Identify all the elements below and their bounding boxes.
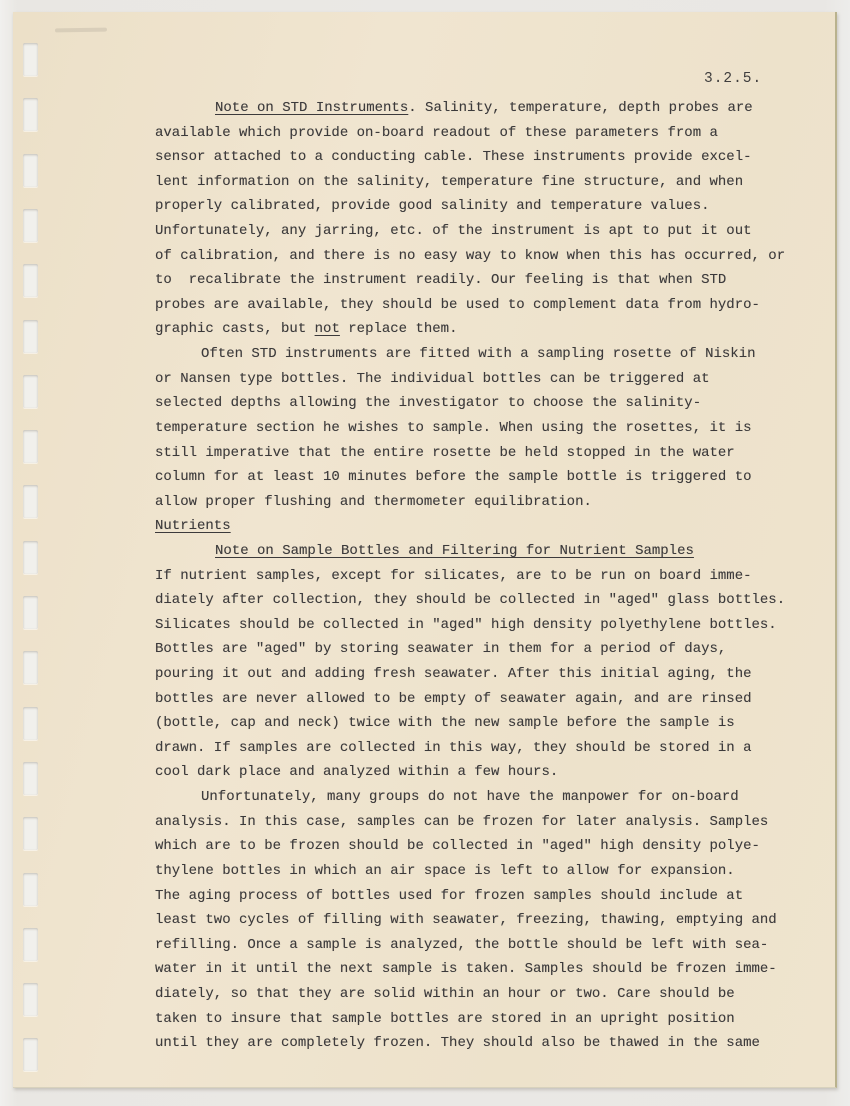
text-segment: lent information on the salinity, temperature fine structure, and when	[155, 173, 744, 190]
text-segment: refilling. Once a sample is analyzed, the bottle should be left with sea-	[155, 936, 769, 953]
text-line	[155, 1007, 820, 1032]
text-segment: which are to be frozen should be collected in "aged" high density polye-	[155, 838, 760, 855]
text-segment: Silicates should be collected in "aged" high density polyethylene bottles.	[155, 616, 777, 633]
text-line	[155, 637, 820, 662]
binding-hole	[23, 928, 38, 961]
binding-hole	[23, 1038, 38, 1071]
text-segment: Bottles are "aged" by storing seawater in them for a period of days,	[155, 641, 727, 658]
text-line	[155, 687, 820, 712]
text-line	[155, 613, 820, 638]
binding-hole	[23, 43, 38, 76]
text-segment: diately, so that they are solid within an hour or two. Care should be	[155, 985, 735, 1002]
text-line	[155, 564, 820, 589]
text-segment: still imperative that the entire rosette be held stopped in the water	[155, 444, 735, 461]
text-line	[155, 834, 820, 859]
text-line	[155, 416, 820, 441]
text-line	[155, 736, 820, 761]
text-line	[155, 957, 820, 982]
text-segment: bottles are never allowed to be empty of seawater again, and are rinsed	[155, 690, 752, 707]
text-segment: probes are available, they should be used to complement data from hydro-	[155, 296, 760, 313]
text-line	[155, 711, 820, 736]
text-segment: to recalibrate the instrument readily. Our feeling is that when STD	[155, 272, 727, 289]
text-line	[155, 588, 820, 613]
binding-hole	[23, 375, 38, 408]
text-segment: analysis. In this case, samples can be frozen for later analysis. Samples	[155, 813, 769, 830]
text-line	[155, 194, 820, 219]
text-line	[155, 490, 820, 515]
text-segment: diately after collection, they should be collected in "aged" glass bottles.	[155, 592, 786, 609]
binding-hole	[23, 983, 38, 1016]
text-segment: thylene bottles in which an air space is left to allow for expansion.	[155, 862, 735, 879]
text-segment: Unfortunately, many groups do not have the manpower for on-board	[201, 789, 739, 806]
text-line	[155, 441, 820, 466]
binding-hole	[23, 209, 38, 242]
text-line	[155, 367, 820, 392]
text-segment: . Salinity, temperature, depth probes are	[408, 100, 753, 116]
text-line	[155, 293, 820, 318]
text-segment: selected depths allowing the investigator to choose the salinity-	[155, 395, 702, 412]
underlined-text: Nutrients	[155, 518, 231, 535]
binding-hole	[23, 762, 38, 795]
text-line	[155, 219, 820, 244]
page-number: 3.2.5.	[704, 71, 763, 87]
binding-hole	[23, 651, 38, 684]
text-segment: graphic casts, but	[155, 321, 315, 338]
text-line	[155, 785, 820, 810]
text-line	[155, 121, 820, 146]
text-segment: (bottle, cap and neck) twice with the new sample before the sample is	[155, 715, 735, 732]
text-line	[155, 145, 820, 170]
text-line	[155, 96, 820, 121]
text-segment: temperature section he wishes to sample. When using the rosettes, it is	[155, 419, 752, 436]
text-line	[155, 465, 820, 490]
text-line	[155, 342, 820, 367]
text-segment: If nutrient samples, except for silicates, are to be run on board imme-	[155, 567, 752, 584]
binding-hole	[23, 541, 38, 574]
text-line	[155, 884, 820, 909]
text-segment: allow proper flushing and thermometer equilibration.	[155, 493, 592, 510]
text-line	[155, 391, 820, 416]
text-line	[155, 1031, 820, 1056]
text-segment: taken to insure that sample bottles are stored in an upright position	[155, 1010, 735, 1027]
text-line	[155, 982, 820, 1007]
text-segment: pouring it out and adding fresh seawater. After this initial aging, the	[155, 666, 752, 683]
text-segment: replace them.	[339, 321, 458, 338]
binding-hole	[23, 264, 38, 297]
text-line	[155, 317, 820, 342]
text-line	[155, 514, 820, 539]
text-line	[155, 539, 820, 564]
text-segment: cool dark place and analyzed within a few hours.	[155, 764, 559, 781]
underlined-text: Note on STD Instruments	[215, 100, 409, 116]
text-line	[155, 268, 820, 293]
text-segment: Often STD instruments are fitted with a sampling rosette of Niskin	[201, 346, 756, 363]
binding-hole	[23, 320, 38, 353]
binding-hole	[23, 873, 38, 906]
binding-hole	[23, 817, 38, 850]
text-segment: column for at least 10 minutes before the sample bottle is triggered to	[155, 469, 752, 486]
text-segment: water in it until the next sample is taken. Samples should be frozen imme-	[155, 961, 777, 978]
text-line	[155, 908, 820, 933]
binding-hole	[23, 98, 38, 131]
text-segment: properly calibrated, provide good salinity and temperature values.	[155, 198, 710, 215]
binding-hole	[23, 154, 38, 187]
text-line	[155, 810, 820, 835]
binding-hole	[23, 430, 38, 463]
text-line	[155, 859, 820, 884]
text-line	[155, 760, 820, 785]
text-line	[155, 170, 820, 195]
binding-hole	[23, 596, 38, 629]
text-line	[155, 662, 820, 687]
underlined-text: not	[314, 321, 340, 338]
text-segment: least two cycles of filling with seawater, freezing, thawing, emptying and	[155, 912, 777, 929]
text-segment: available which provide on-board readout of these parameters from a	[155, 124, 718, 141]
text-segment: until they are completely frozen. They should also be thawed in the same	[155, 1035, 760, 1052]
text-line	[155, 244, 820, 269]
binding-hole	[23, 485, 38, 518]
underlined-text: Note on Sample Bottles and Filtering for Nutrient Samples	[215, 542, 694, 559]
text-segment: or Nansen type bottles. The individual bottles can be triggered at	[155, 370, 710, 387]
document-page	[13, 12, 837, 1088]
text-segment: sensor attached to a conducting cable. These instruments provide excel-	[155, 149, 752, 166]
text-segment: Unfortunately, any jarring, etc. of the instrument is apt to put it out	[155, 223, 752, 240]
text-segment: drawn. If samples are collected in this way, they should be stored in a	[155, 739, 752, 756]
text-segment: of calibration, and there is no easy way to know when this has occurred, or	[155, 247, 786, 264]
binding-hole	[23, 707, 38, 740]
text-line	[155, 933, 820, 958]
text-segment: The aging process of bottles used for frozen samples should include at	[155, 887, 744, 904]
typewritten-text-block	[155, 96, 820, 1056]
pencil-smudge	[55, 28, 107, 33]
